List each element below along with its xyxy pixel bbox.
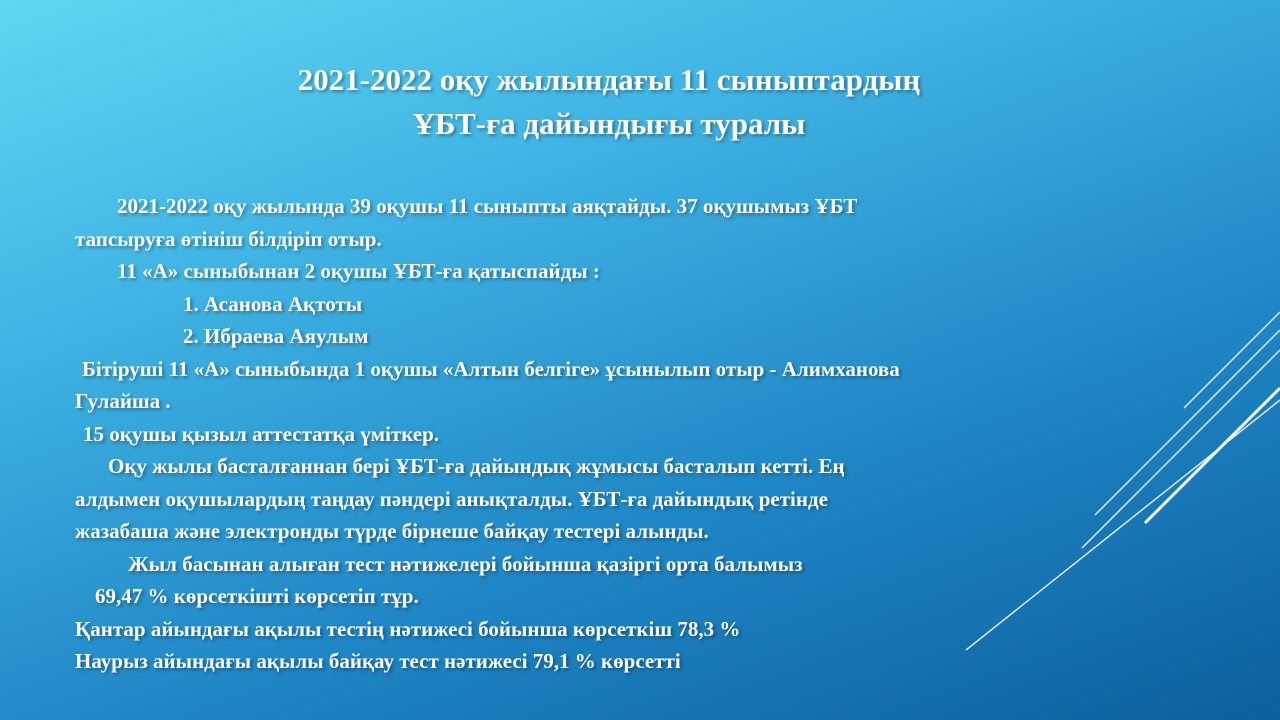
paragraph-3-line-1: Бітіруші 11 «А» сыныбында 1 оқушы «Алтын белгіге» ұсынылып отыр - Алимханова <box>82 356 900 381</box>
title-line-1: 2021-2022 оқу жылындағы 11 сыныптардың <box>297 62 921 97</box>
paragraph-5-line-2: алдымен оқушылардың таңдау пәндері анықталды. ҰБТ-ға дайындық ретінде <box>75 486 828 511</box>
paragraph-6-line-1: Жыл басынан алыған тест нәтижелері бойынша қазіргі орта балымыз <box>128 551 803 576</box>
paragraph-6-line-2: 69,47 % көрсеткішті көрсетіп тұр. <box>95 584 419 608</box>
paragraph-7: Қантар айындағы ақылы тестің нәтижесі бойынша көрсеткіш 78,3 % <box>75 616 741 641</box>
list-item: 2. Ибраева Аяулым <box>183 324 369 348</box>
title-line-2: ҰБТ-ға дайындығы туралы <box>412 106 806 141</box>
paragraph-1-line-2: тапсыруға өтініш білдіріп отыр. <box>75 226 382 251</box>
list-item: 1. Асанова Ақтоты <box>183 291 363 316</box>
paragraph-4: 15 оқушы қызыл аттестатқа үміткер. <box>83 421 440 446</box>
slide-title <box>0 58 1218 146</box>
paragraph-1-line-1: 2021-2022 оқу жылында 39 оқушы 11 сыныпты аяқтайды. 37 оқушымыз ҰБТ <box>117 194 858 218</box>
paragraph-3-line-2: Гулайша . <box>75 389 171 413</box>
paragraph-2: 11 «А» сыныбынан 2 оқушы ҰБТ-ға қатыспайды : <box>117 259 600 283</box>
decor-line <box>1145 388 1280 523</box>
paragraph-8: Наурыз айындағы ақылы байқау тест нәтижесі 79,1 % көрсетті <box>75 649 681 673</box>
decor-line <box>1184 312 1280 408</box>
slide-body <box>75 190 1155 678</box>
paragraph-5-line-1: Оқу жылы басталғаннан бері ҰБТ-ға дайындық жұмысы басталып кетті. Ең <box>108 454 845 478</box>
paragraph-5-line-3: жазабаша және электронды түрде бірнеше байқау тестері алынды. <box>75 519 709 543</box>
